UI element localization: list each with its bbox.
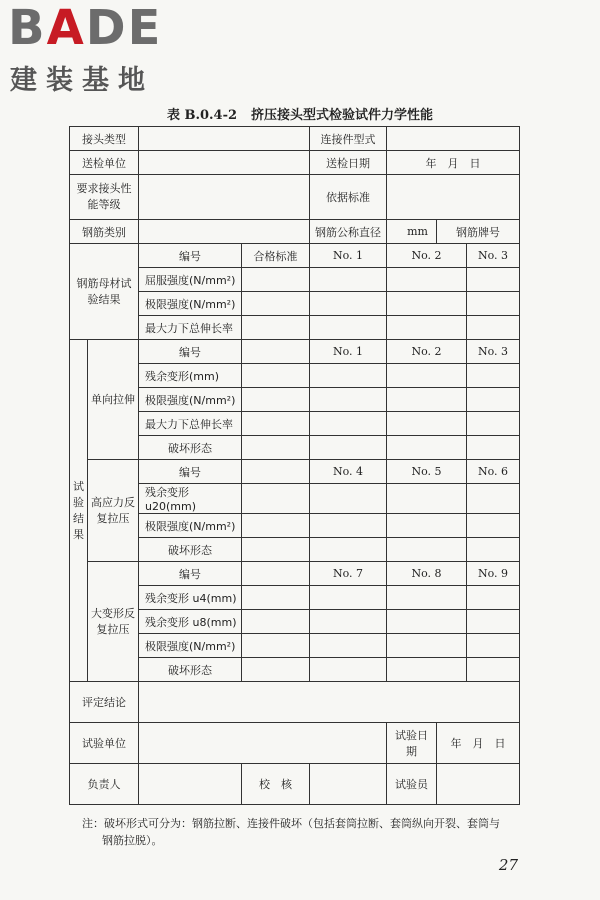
cell <box>242 562 310 586</box>
cell[interactable] <box>387 292 467 316</box>
base-col-2: No. 2 <box>387 244 467 268</box>
tester-label: 试验员 <box>387 764 437 805</box>
cell[interactable] <box>387 412 467 436</box>
base-material-label: 钢筋母材试验结果 <box>70 244 139 340</box>
cell[interactable] <box>242 268 310 292</box>
cell[interactable] <box>310 292 387 316</box>
submit-date-label: 送检日期 <box>310 151 387 175</box>
cell[interactable] <box>467 364 520 388</box>
uniaxial-row-ultimate: 极限强度(N/mm²) <box>139 388 242 412</box>
uniaxial-row-failure: 破坏形态 <box>139 436 242 460</box>
large-deform-row-ultimate: 极限强度(N/mm²) <box>139 634 242 658</box>
cell[interactable] <box>467 412 520 436</box>
rebar-category-value[interactable] <box>139 220 310 244</box>
cell[interactable] <box>387 268 467 292</box>
cell[interactable] <box>467 514 520 538</box>
cell[interactable] <box>387 388 467 412</box>
cell[interactable] <box>467 388 520 412</box>
cell[interactable] <box>242 514 310 538</box>
results-label: 试验结果 <box>70 340 88 682</box>
cell[interactable] <box>387 364 467 388</box>
cell[interactable] <box>467 316 520 340</box>
large-deform-row-u8: 残余变形 u8(mm) <box>139 610 242 634</box>
basis-label: 依据标准 <box>310 175 387 220</box>
joint-type-label: 接头类型 <box>70 127 139 151</box>
base-standard-label: 合格标准 <box>242 244 310 268</box>
uniaxial-col-2: No. 2 <box>387 340 467 364</box>
large-deform-row-u4: 残余变形 u4(mm) <box>139 586 242 610</box>
cell[interactable] <box>467 436 520 460</box>
logo-wordmark: BADE <box>8 0 163 56</box>
logo <box>8 0 178 96</box>
cell[interactable] <box>310 610 387 634</box>
review-label: 校 核 <box>242 764 310 805</box>
cell[interactable] <box>242 634 310 658</box>
high-stress-row-residual: 残余变形 u20(mm) <box>139 484 242 514</box>
high-stress-id-label: 编号 <box>139 460 242 484</box>
caption-number: 表 B.0.4-2 <box>166 108 238 123</box>
submit-unit-value[interactable] <box>139 151 310 175</box>
joint-type-value[interactable] <box>139 127 310 151</box>
uniaxial-id-label: 编号 <box>139 340 242 364</box>
cell[interactable] <box>467 538 520 562</box>
review-value[interactable] <box>310 764 387 805</box>
conclusion-label: 评定结论 <box>70 682 139 723</box>
cell[interactable] <box>387 634 467 658</box>
submit-date-value[interactable]: 年 月 日 <box>387 151 520 175</box>
cell[interactable] <box>242 292 310 316</box>
cell[interactable] <box>387 586 467 610</box>
large-deform-id-label: 编号 <box>139 562 242 586</box>
caption-title: 挤压接头型式检验试件力学性能 <box>251 108 434 123</box>
large-deform-row-failure: 破坏形态 <box>139 658 242 682</box>
submit-unit-label: 送检单位 <box>70 151 139 175</box>
cell[interactable] <box>310 538 387 562</box>
cell[interactable] <box>242 412 310 436</box>
rebar-dia-unit: mm <box>387 220 437 244</box>
cell[interactable] <box>310 586 387 610</box>
logo-chinese: 建装基地 <box>10 65 154 96</box>
uniaxial-row-elong: 最大力下总伸长率 <box>139 412 242 436</box>
leader-value[interactable] <box>139 764 242 805</box>
rebar-dia-label: 钢筋公称直径 <box>310 220 387 244</box>
cell[interactable] <box>310 364 387 388</box>
rebar-brand-label: 钢筋牌号 <box>437 220 520 244</box>
cell[interactable] <box>242 364 310 388</box>
cell[interactable] <box>242 388 310 412</box>
cell <box>242 460 310 484</box>
cell[interactable] <box>242 658 310 682</box>
conclusion-value[interactable] <box>139 682 520 723</box>
cell[interactable] <box>467 586 520 610</box>
footnote-line-1: 注：破坏形式可分为：钢筋拉断、连接件破坏（包括套筒拉断、套筒纵向开裂、套筒与 <box>82 817 500 830</box>
cell[interactable] <box>387 610 467 634</box>
base-col-1: No. 1 <box>310 244 387 268</box>
cell[interactable] <box>310 268 387 292</box>
cell[interactable] <box>310 634 387 658</box>
cell[interactable] <box>242 610 310 634</box>
rebar-category-label: 钢筋类别 <box>70 220 139 244</box>
cell[interactable] <box>387 514 467 538</box>
uniaxial-col-1: No. 1 <box>310 340 387 364</box>
cell[interactable] <box>310 412 387 436</box>
footnote <box>82 815 532 849</box>
cell <box>242 340 310 364</box>
base-col-3: No. 3 <box>467 244 520 268</box>
large-deform-col-3: No. 9 <box>467 562 520 586</box>
high-stress-col-3: No. 6 <box>467 460 520 484</box>
base-row-elong: 最大力下总伸长率 <box>139 316 242 340</box>
tester-value[interactable] <box>437 764 520 805</box>
base-row-yield: 屈服强度(N/mm²) <box>139 268 242 292</box>
connector-model-value[interactable] <box>387 127 520 151</box>
high-stress-row-failure: 破坏形态 <box>139 538 242 562</box>
cell[interactable] <box>387 484 467 514</box>
cell[interactable] <box>310 388 387 412</box>
high-stress-col-1: No. 4 <box>310 460 387 484</box>
high-stress-label: 高应力反复拉压 <box>88 460 139 562</box>
grade-req-value[interactable] <box>139 175 310 220</box>
cell[interactable] <box>387 436 467 460</box>
footnote-line-2: 钢筋拉脱）。 <box>102 834 163 847</box>
cell[interactable] <box>387 658 467 682</box>
cell[interactable] <box>467 484 520 514</box>
connector-model-label: 连接件型式 <box>310 127 387 151</box>
page-number: 27 <box>498 856 518 874</box>
cell[interactable] <box>310 436 387 460</box>
cell[interactable] <box>467 610 520 634</box>
uniaxial-label: 单向拉伸 <box>88 340 139 460</box>
test-form-table <box>69 126 520 805</box>
grade-req-label: 要求接头性能等级 <box>70 175 139 220</box>
cell[interactable] <box>387 316 467 340</box>
cell[interactable] <box>387 538 467 562</box>
test-date-label: 试验日期 <box>387 723 437 764</box>
cell[interactable] <box>467 634 520 658</box>
large-deform-col-2: No. 8 <box>387 562 467 586</box>
table-caption <box>0 104 600 123</box>
uniaxial-row-residual: 残余变形(mm) <box>139 364 242 388</box>
test-date-value[interactable]: 年 月 日 <box>437 723 520 764</box>
cell[interactable] <box>242 484 310 514</box>
cell[interactable] <box>242 316 310 340</box>
base-id-label: 编号 <box>139 244 242 268</box>
cell[interactable] <box>242 436 310 460</box>
uniaxial-col-3: No. 3 <box>467 340 520 364</box>
cell[interactable] <box>242 538 310 562</box>
cell[interactable] <box>467 268 520 292</box>
large-deform-label: 大变形反复拉压 <box>88 562 139 682</box>
cell[interactable] <box>310 316 387 340</box>
cell[interactable] <box>310 514 387 538</box>
test-unit-label: 试验单位 <box>70 723 139 764</box>
cell[interactable] <box>310 484 387 514</box>
cell[interactable] <box>310 658 387 682</box>
high-stress-col-2: No. 5 <box>387 460 467 484</box>
basis-value[interactable] <box>387 175 520 220</box>
leader-label: 负责人 <box>70 764 139 805</box>
cell[interactable] <box>467 292 520 316</box>
large-deform-col-1: No. 7 <box>310 562 387 586</box>
test-unit-value[interactable] <box>139 723 387 764</box>
high-stress-row-ultimate: 极限强度(N/mm²) <box>139 514 242 538</box>
cell[interactable] <box>242 586 310 610</box>
cell[interactable] <box>467 658 520 682</box>
base-row-ultimate: 极限强度(N/mm²) <box>139 292 242 316</box>
